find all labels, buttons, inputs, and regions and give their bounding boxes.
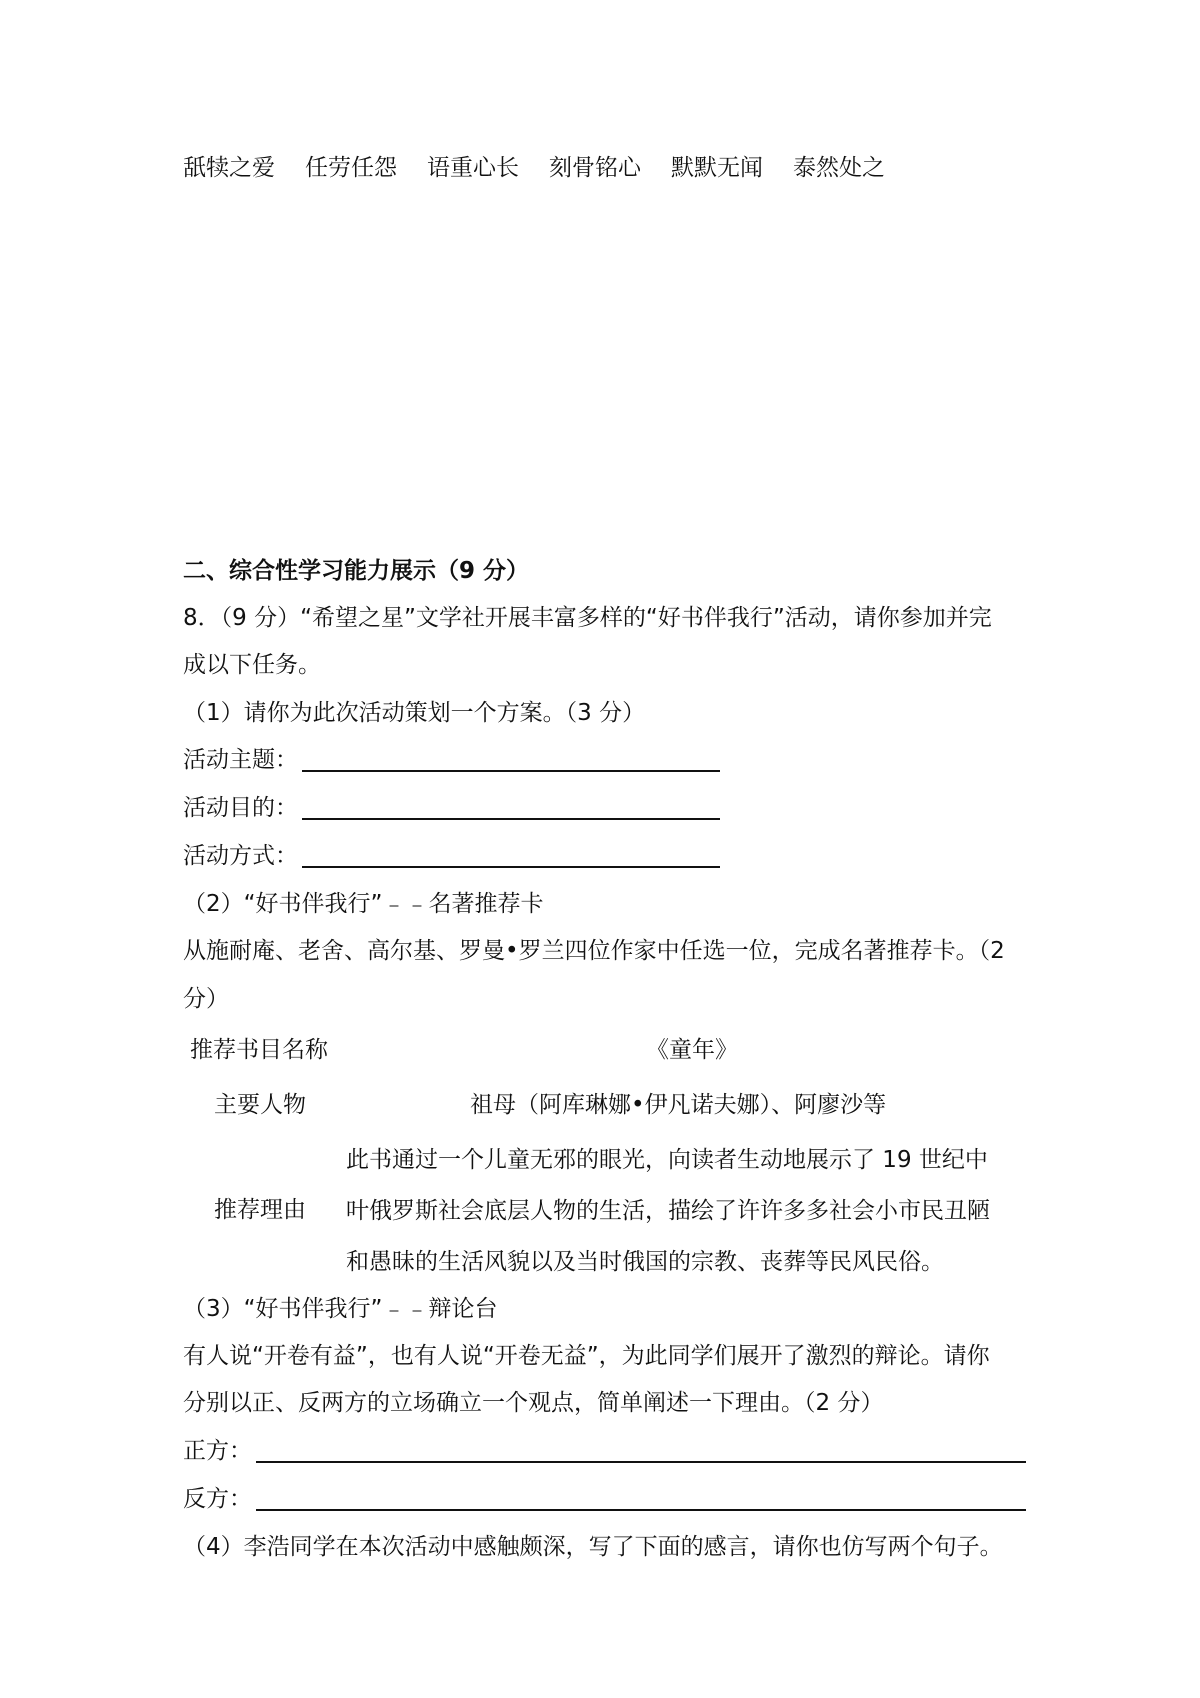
part2-instruction-line2: 分） [183,986,229,1012]
part3-instruction-line2: 分别以正、反两方的立场确立一个观点，简单阐述一下理由。（2 分） [183,1390,884,1416]
idiom: 舐犊之爱 [183,155,275,181]
idiom: 泰然处之 [793,155,885,181]
field-activity-purpose [183,797,720,820]
answer-blank[interactable] [302,846,720,868]
answer-blank[interactable] [256,1441,1026,1463]
idiom: 任劳任怨 [305,155,397,181]
field-label: 反方： [183,1486,252,1512]
idiom: 刻骨铭心 [549,155,641,181]
idiom-list [183,157,915,180]
answer-blank[interactable] [302,750,720,772]
part2-instruction-line1: 从施耐庵、老舍、高尔基、罗曼•罗兰四位作家中任选一位，完成名著推荐卡。（2 [183,938,1005,964]
question-text-line1: 8．（9 分）“希望之星”文学社开展丰富多样的“好书伴我行”活动，请你参加并完 [183,605,992,631]
field-label: 活动主题： [183,747,298,773]
idiom: 语重心长 [427,155,519,181]
idiom: 默默无闻 [671,155,763,181]
field-label: 正方： [183,1438,252,1464]
part4-title: （4）李浩同学在本次活动中感触颇深，写了下面的感言，请你也仿写两个句子。 [183,1534,1003,1560]
field-con-side [183,1488,1026,1511]
field-label: 活动方式： [183,843,298,869]
field-activity-method [183,845,720,868]
part2-title: （2）“好书伴我行”﹣﹣名著推荐卡 [183,891,544,917]
card-label-reason: 推荐理由 [214,1197,306,1223]
answer-blank[interactable] [302,798,720,820]
section-title: 二、综合性学习能力展示（9 分） [183,558,530,584]
card-label-main-characters: 主要人物 [214,1092,306,1118]
part3-instruction-line1: 有人说“开卷有益”，也有人说“开卷无益”，为此同学们展开了激烈的辩论。请你 [183,1343,990,1369]
card-reason-line: 和愚昧的生活风貌以及当时俄国的宗教、丧葬等民风民俗。 [346,1249,944,1275]
card-value-book-title: 《童年》 [646,1037,738,1063]
part1-title: （1）请你为此次活动策划一个方案。（3 分） [183,700,646,726]
part3-title: （3）“好书伴我行”﹣﹣辩论台 [183,1296,498,1322]
card-reason-line: 叶俄罗斯社会底层人物的生活，描绘了许许多多社会小市民丑陋 [346,1198,990,1224]
field-label: 活动目的： [183,795,298,821]
answer-blank[interactable] [256,1489,1026,1511]
card-label-book-title: 推荐书目名称 [190,1037,328,1063]
card-reason-line: 此书通过一个儿童无邪的眼光，向读者生动地展示了 19 世纪中 [346,1147,988,1173]
field-activity-theme [183,749,720,772]
field-pro-side [183,1440,1026,1463]
card-value-main-characters: 祖母（阿库琳娜•伊凡诺夫娜）、阿廖沙等 [470,1092,887,1118]
question-text-line2: 成以下任务。 [183,652,321,678]
